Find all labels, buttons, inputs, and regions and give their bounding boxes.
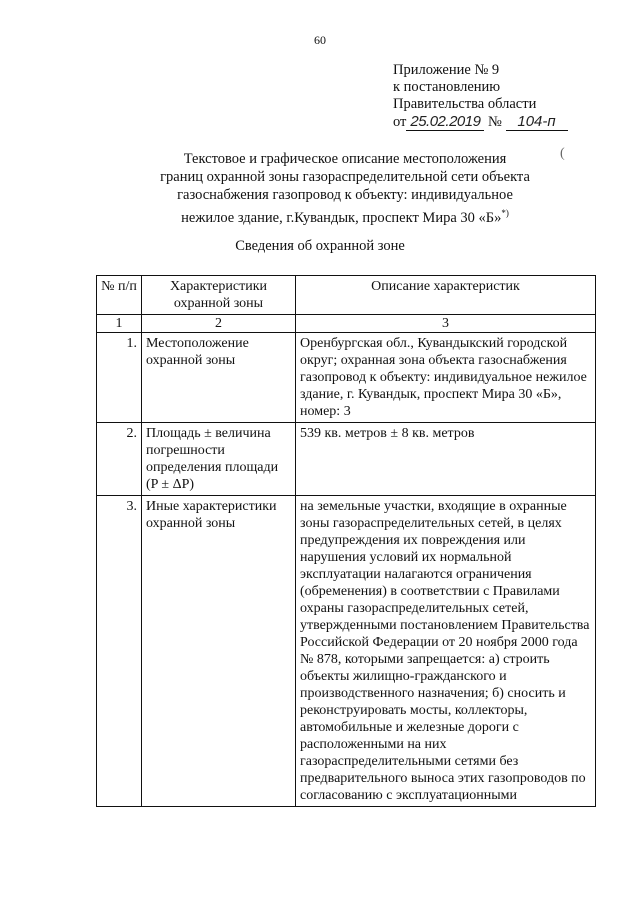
- document-title: [140, 150, 550, 227]
- row-characteristic: Иные характеристики охранной зоны: [142, 496, 296, 807]
- index-cell-3: 3: [296, 315, 596, 333]
- zone-table: [96, 275, 596, 807]
- row-number: 1.: [97, 333, 142, 423]
- number-prefix: №: [488, 114, 502, 130]
- header-characteristic: Характеристики охранной зоны: [142, 276, 296, 315]
- row-description: на земельные участки, входящие в охранные зоны газораспределительных сетей, в целях предупреждения их повреждения или нарушения условий их нормальной эксплуатации налагаются ограничения (обременения) в соответствии с Правилами охраны газораспределительных сетей, утвержденными постановлением Правительства Российской Федерации от 20 ноября 2000 года № 878, которыми запрещается: а) строить объекты жилищно-гражданского и производственного назначения; б) сносить и реконструировать мосты, коллекторы, автомобильные и железные дороги с расположенными на них газораспределительными сетями без предварительного выноса этих газопроводов по согласованию с эксплуатационными: [296, 496, 596, 807]
- footnote-mark: *): [501, 208, 509, 218]
- appendix-line-3: Правительства области: [393, 96, 537, 112]
- table-row: [97, 496, 596, 807]
- page-number: 60: [314, 33, 326, 47]
- appendix-block: [393, 62, 568, 131]
- table-row: [97, 333, 596, 423]
- title-line-4: [140, 204, 550, 227]
- title-line-1: Текстовое и графическое описание местоположения: [183, 151, 507, 167]
- appendix-date-line: [393, 113, 568, 131]
- header-description: Описание характеристик: [296, 276, 596, 315]
- title-line-3: газоснабжения газопровод к объекту: индивидуальное: [177, 187, 513, 203]
- row-number: 3.: [97, 496, 142, 807]
- header-num: № п/п: [97, 276, 142, 315]
- date-prefix: от: [393, 114, 407, 130]
- index-cell-1: 1: [97, 315, 142, 333]
- row-number: 2.: [97, 423, 142, 496]
- handwritten-date: 25.02.2019: [406, 113, 484, 131]
- row-characteristic: Местоположение охранной зоны: [142, 333, 296, 423]
- title-line-2: границ охранной зоны газораспределительной сети объекта: [160, 169, 530, 185]
- table-row: [97, 423, 596, 496]
- appendix-line-2: к постановлению: [393, 79, 501, 95]
- index-cell-2: 2: [142, 315, 296, 333]
- title-line-4-text: нежилое здание, г.Кувандык, проспект Мира 30 «Б»: [181, 209, 502, 226]
- row-description: 539 кв. метров ± 8 кв. метров: [296, 423, 596, 496]
- table-header-row: [97, 276, 596, 315]
- section-subtitle: Сведения об охранной зоне: [235, 238, 405, 254]
- margin-mark: (: [560, 146, 565, 161]
- row-characteristic: Площадь ± величина погрешности определения площади (P ± ΔP): [142, 423, 296, 496]
- appendix-line-1: Приложение № 9: [393, 62, 500, 78]
- row-description: Оренбургская обл., Кувандыкский городской округ; охранная зона объекта газоснабжения газопровод к объекту: индивидуальное нежилое здание, г. Кувандык, проспект Мира 30 «Б», номер: 3: [296, 333, 596, 423]
- handwritten-number: 104-п: [506, 113, 568, 131]
- table-index-row: [97, 315, 596, 333]
